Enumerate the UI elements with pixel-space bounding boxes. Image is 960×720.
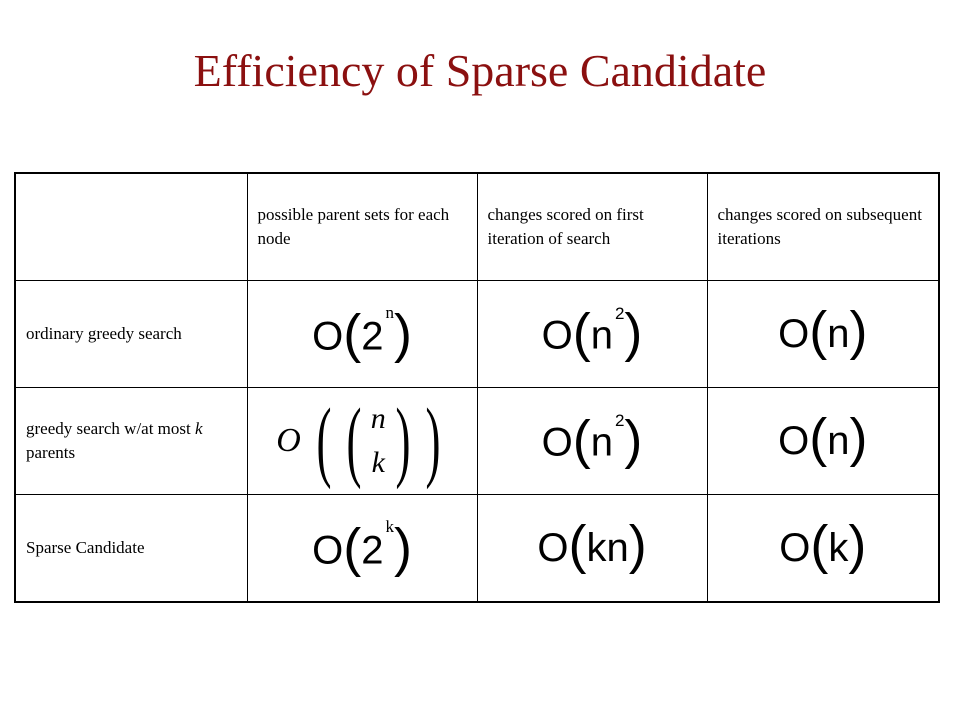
table-header-row (15, 173, 939, 281)
formula-cell (247, 495, 477, 603)
formula-cell (247, 388, 477, 495)
formula-O-k: O(k) (779, 515, 867, 575)
formula-O-2-pow-n: O(2n) (312, 303, 412, 364)
formula-O-kn: O(kn) (537, 515, 647, 575)
header-subsequent-iterations: changes scored on subsequent iterations (707, 173, 939, 281)
header-corner-cell (15, 173, 247, 281)
formula-cell (477, 495, 707, 603)
formula-cell (707, 281, 939, 388)
formula-O-n-squared: O(n 2) (541, 409, 643, 470)
table-row (15, 495, 939, 603)
formula-O-n-choose-k: O ( ( n k ) ) (276, 391, 441, 490)
formula-O-n: O(n) (778, 408, 868, 468)
formula-O-n-squared: O(n 2) (541, 302, 643, 363)
slide-title: Efficiency of Sparse Candidate (193, 45, 767, 96)
formula-cell (707, 495, 939, 603)
table-row (15, 388, 939, 495)
efficiency-table (14, 172, 940, 603)
formula-O-2-pow-k: O(2k) (312, 517, 412, 578)
row-label-greedy-k-parents: greedy search w/at most k parents (15, 388, 247, 495)
formula-cell (477, 388, 707, 495)
formula-cell (247, 281, 477, 388)
header-parent-sets: possible parent sets for each node (247, 173, 477, 281)
header-first-iteration: changes scored on first iteration of search (477, 173, 707, 281)
row-label-sparse-candidate: Sparse Candidate (15, 495, 247, 603)
row-label-ordinary-greedy: ordinary greedy search (15, 281, 247, 388)
binomial-stack: n k (370, 402, 386, 479)
formula-cell (707, 388, 939, 495)
formula-cell (477, 281, 707, 388)
table-row (15, 281, 939, 388)
formula-O-n: O(n) (778, 301, 868, 361)
